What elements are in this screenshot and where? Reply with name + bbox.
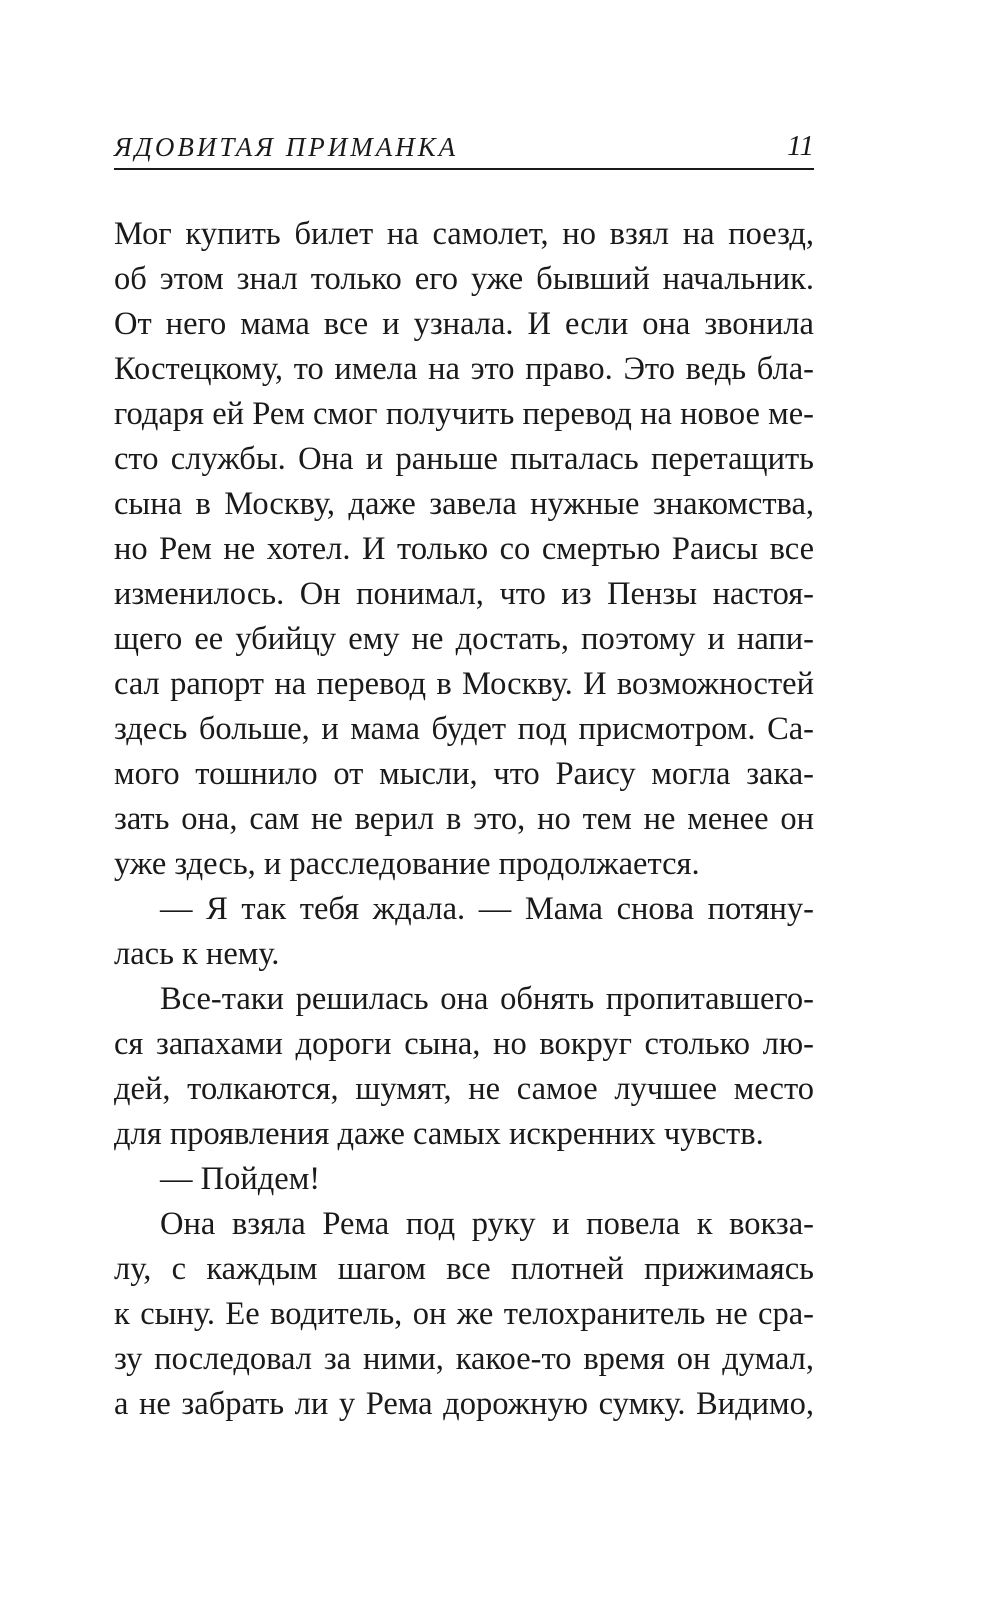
text-line: Костецкому, то имела на это право. Это ведь бла- <box>114 351 814 387</box>
text-line: дей, толкаются, шумят, не самое лучшее место <box>114 1071 814 1107</box>
text-line: но Рем не хотел. И только со смертью Раисы все <box>114 531 814 567</box>
text-line: изменилось. Он понимал, что из Пензы настоя- <box>114 576 814 612</box>
text-line: Все-таки решилась она обнять пропитавшего- <box>160 981 814 1017</box>
text-line: сто службы. Она и раньше пыталась перетащить <box>114 441 814 477</box>
text-line: лу, с каждым шагом все плотней прижимаясь <box>114 1251 814 1287</box>
text-line: ся запахами дороги сына, но вокруг столько лю- <box>114 1026 814 1062</box>
page-number: 11 <box>787 130 814 162</box>
text-line: Мог купить билет на самолет, но взял на поезд, <box>114 216 814 252</box>
running-header <box>114 128 814 170</box>
text-line: — Я так тебя ждала. — Мама снова потяну- <box>160 891 814 927</box>
text-line: годаря ей Рем смог получить перевод на новое ме- <box>114 396 814 432</box>
text-line: зу последовал за ними, какое-то время он думал, <box>114 1341 814 1377</box>
text-line: об этом знал только его уже бывший начальник. <box>114 261 814 297</box>
text-line: сына в Москву, даже завела нужные знакомства, <box>114 486 814 522</box>
text-line: — Пойдем! <box>160 1161 321 1197</box>
text-line: Она взяла Рема под руку и повела к вокза- <box>160 1206 814 1242</box>
body-text <box>114 212 814 1427</box>
text-line: лась к нему. <box>114 936 280 972</box>
text-line: щего ее убийцу ему не достать, поэтому и напи- <box>114 621 814 657</box>
text-line: здесь больше, и мама будет под присмотром. Са- <box>114 711 814 747</box>
text-line: уже здесь, и расследование продолжается. <box>114 846 700 882</box>
text-line: а не забрать ли у Рема дорожную сумку. Видимо, <box>114 1386 814 1422</box>
text-line: к сыну. Ее водитель, он же телохранитель не сра- <box>114 1296 814 1332</box>
text-line: мого тошнило от мысли, что Раису могла зака- <box>114 756 814 792</box>
text-line: зать она, сам не верил в это, но тем не менее он <box>114 801 814 837</box>
text-line: для проявления даже самых искренних чувств. <box>114 1116 764 1152</box>
text-line: От него мама все и узнала. И если она звонила <box>114 306 814 342</box>
running-title: ЯДОВИТАЯ ПРИМАНКА <box>114 132 459 162</box>
book-page <box>114 0 814 1616</box>
text-line: сал рапорт на перевод в Москву. И возможностей <box>114 666 814 702</box>
